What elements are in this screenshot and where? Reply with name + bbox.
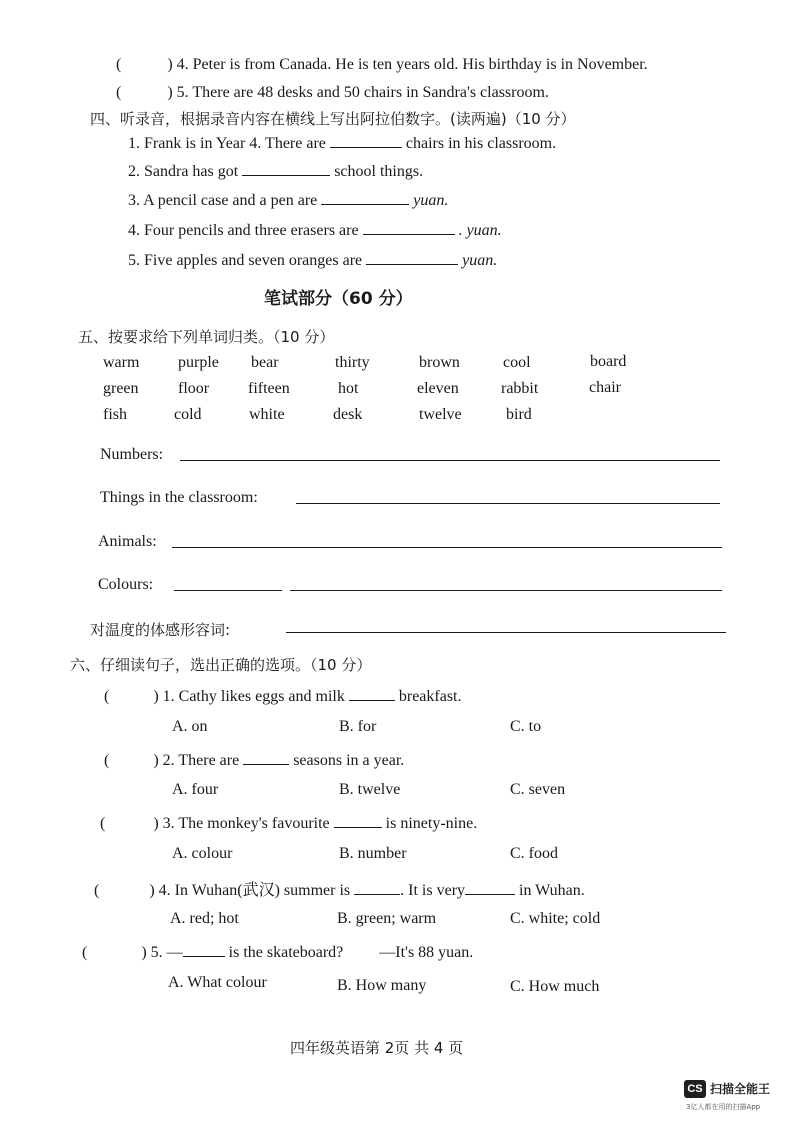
camscanner-tagline: 3亿人都在用的扫描App	[686, 1103, 761, 1111]
answer-blank[interactable]	[321, 190, 409, 205]
word-board: board	[590, 353, 627, 370]
mc-option-2a[interactable]: A. four	[172, 781, 219, 798]
word-bear: bear	[251, 354, 279, 371]
mc-option-4b[interactable]: B. green; warm	[337, 910, 437, 927]
listen-item-2: 2. Sandra has got school things.	[128, 163, 424, 180]
judge-item-4-text: 4. Peter is from Canada. He is ten years old. His birthday is in November.	[176, 56, 648, 73]
listen-item-3: 3. A pencil case and a pen are yuan.	[128, 192, 449, 209]
mc-option-5b[interactable]: B. How many	[337, 977, 427, 994]
section6-title: 六、仔细读句子，选出正确的选项。（10 分）	[70, 656, 372, 674]
answer-blank[interactable]	[243, 750, 289, 765]
word-chair: chair	[589, 379, 621, 396]
word-hot: hot	[338, 380, 359, 397]
answer-blank[interactable]	[354, 880, 400, 895]
category-numbers: Numbers:	[100, 446, 164, 463]
mc-option-1b[interactable]: B. for	[339, 718, 377, 735]
judge-item-5: ( ) 5. There are 48 desks and 50 chairs in Sandra's classroom.	[116, 84, 549, 101]
mc-question-1: ( ) 1. Cathy likes eggs and milk breakfast.	[104, 688, 462, 705]
mc-option-4a[interactable]: A. red; hot	[170, 910, 239, 927]
word-fifteen: fifteen	[248, 380, 290, 397]
mc-option-4c[interactable]: C. white; cold	[510, 910, 601, 927]
mc-option-5c[interactable]: C. How much	[510, 978, 600, 995]
word-desk: desk	[333, 406, 363, 423]
answer-line-colours-b[interactable]	[290, 590, 722, 591]
word-purple: purple	[178, 354, 219, 371]
judge-item-5-text: 5. There are 48 desks and 50 chairs in Sandra's classroom.	[176, 84, 549, 101]
camscanner-logo: CS	[684, 1080, 706, 1098]
word-brown: brown	[419, 354, 460, 371]
answer-blank[interactable]	[330, 133, 402, 148]
answer-blank[interactable]	[242, 161, 330, 176]
mc-question-2: ( ) 2. There are seasons in a year.	[104, 752, 405, 769]
answer-blank[interactable]	[366, 250, 458, 265]
word-warm: warm	[103, 354, 140, 371]
word-bird: bird	[506, 406, 532, 423]
camscanner-name: 扫描全能王	[710, 1082, 771, 1096]
page-footer: 四年级英语第 2页 共 4 页	[290, 1039, 464, 1057]
answer-blank[interactable]	[349, 686, 395, 701]
word-twelve: twelve	[419, 406, 462, 423]
listen-item-4: 4. Four pencils and three erasers are . yuan.	[128, 222, 502, 239]
mc-question-3: ( ) 3. The monkey's favourite is ninety-nine.	[100, 815, 478, 832]
answer-blank[interactable]	[363, 220, 455, 235]
category-classroom: Things in the classroom:	[100, 489, 258, 506]
answer-line-classroom[interactable]	[296, 503, 720, 504]
mc-option-1a[interactable]: A. on	[172, 718, 208, 735]
mc-question-4: ( ) 4. In Wuhan(武汉) summer is . It is very in Wuhan.	[94, 882, 585, 899]
mc-option-2b[interactable]: B. twelve	[339, 781, 401, 798]
mc-option-3c[interactable]: C. food	[510, 845, 558, 862]
mc-question-5: ( ) 5. — is the skateboard? —It's 88 yuan.	[82, 944, 474, 961]
mc-option-3b[interactable]: B. number	[339, 845, 407, 862]
mc-option-2c[interactable]: C. seven	[510, 781, 566, 798]
word-white: white	[249, 406, 285, 423]
section4-title: 四、听录音，根据录音内容在横线上写出阿拉伯数字。(读两遍)（10 分）	[90, 110, 576, 128]
mc-option-1c[interactable]: C. to	[510, 718, 542, 735]
word-fish: fish	[103, 406, 127, 423]
word-cool: cool	[503, 354, 531, 371]
judge-item-4: ( ) 4. Peter is from Canada. He is ten years old. His birthday is in November.	[116, 56, 648, 73]
mc-option-3a[interactable]: A. colour	[172, 845, 233, 862]
word-eleven: eleven	[417, 380, 459, 397]
word-floor: floor	[178, 380, 210, 397]
mc-option-5a[interactable]: A. What colour	[168, 974, 267, 991]
answer-blank[interactable]	[183, 942, 225, 957]
answer-line-colours-a[interactable]	[174, 590, 282, 591]
category-animals: Animals:	[98, 533, 157, 550]
answer-blank[interactable]	[334, 813, 382, 828]
listen-item-5: 5. Five apples and seven oranges are yuan.	[128, 252, 498, 269]
answer-line-numbers[interactable]	[180, 460, 720, 461]
answer-line-animals[interactable]	[172, 547, 722, 548]
listen-item-1: 1. Frank is in Year 4. There are chairs in his classroom.	[128, 135, 557, 152]
section5-title: 五、按要求给下列单词归类。（10 分）	[78, 328, 335, 346]
written-part-title: 笔试部分（60 分）	[264, 289, 413, 309]
word-green: green	[103, 380, 139, 397]
answer-line-temperature[interactable]	[286, 632, 726, 633]
word-rabbit: rabbit	[501, 380, 539, 397]
word-cold: cold	[174, 406, 202, 423]
word-thirty: thirty	[335, 354, 370, 371]
answer-blank[interactable]	[465, 880, 515, 895]
category-temperature: 对温度的体感形容词:	[90, 621, 231, 639]
category-colours: Colours:	[98, 576, 154, 593]
